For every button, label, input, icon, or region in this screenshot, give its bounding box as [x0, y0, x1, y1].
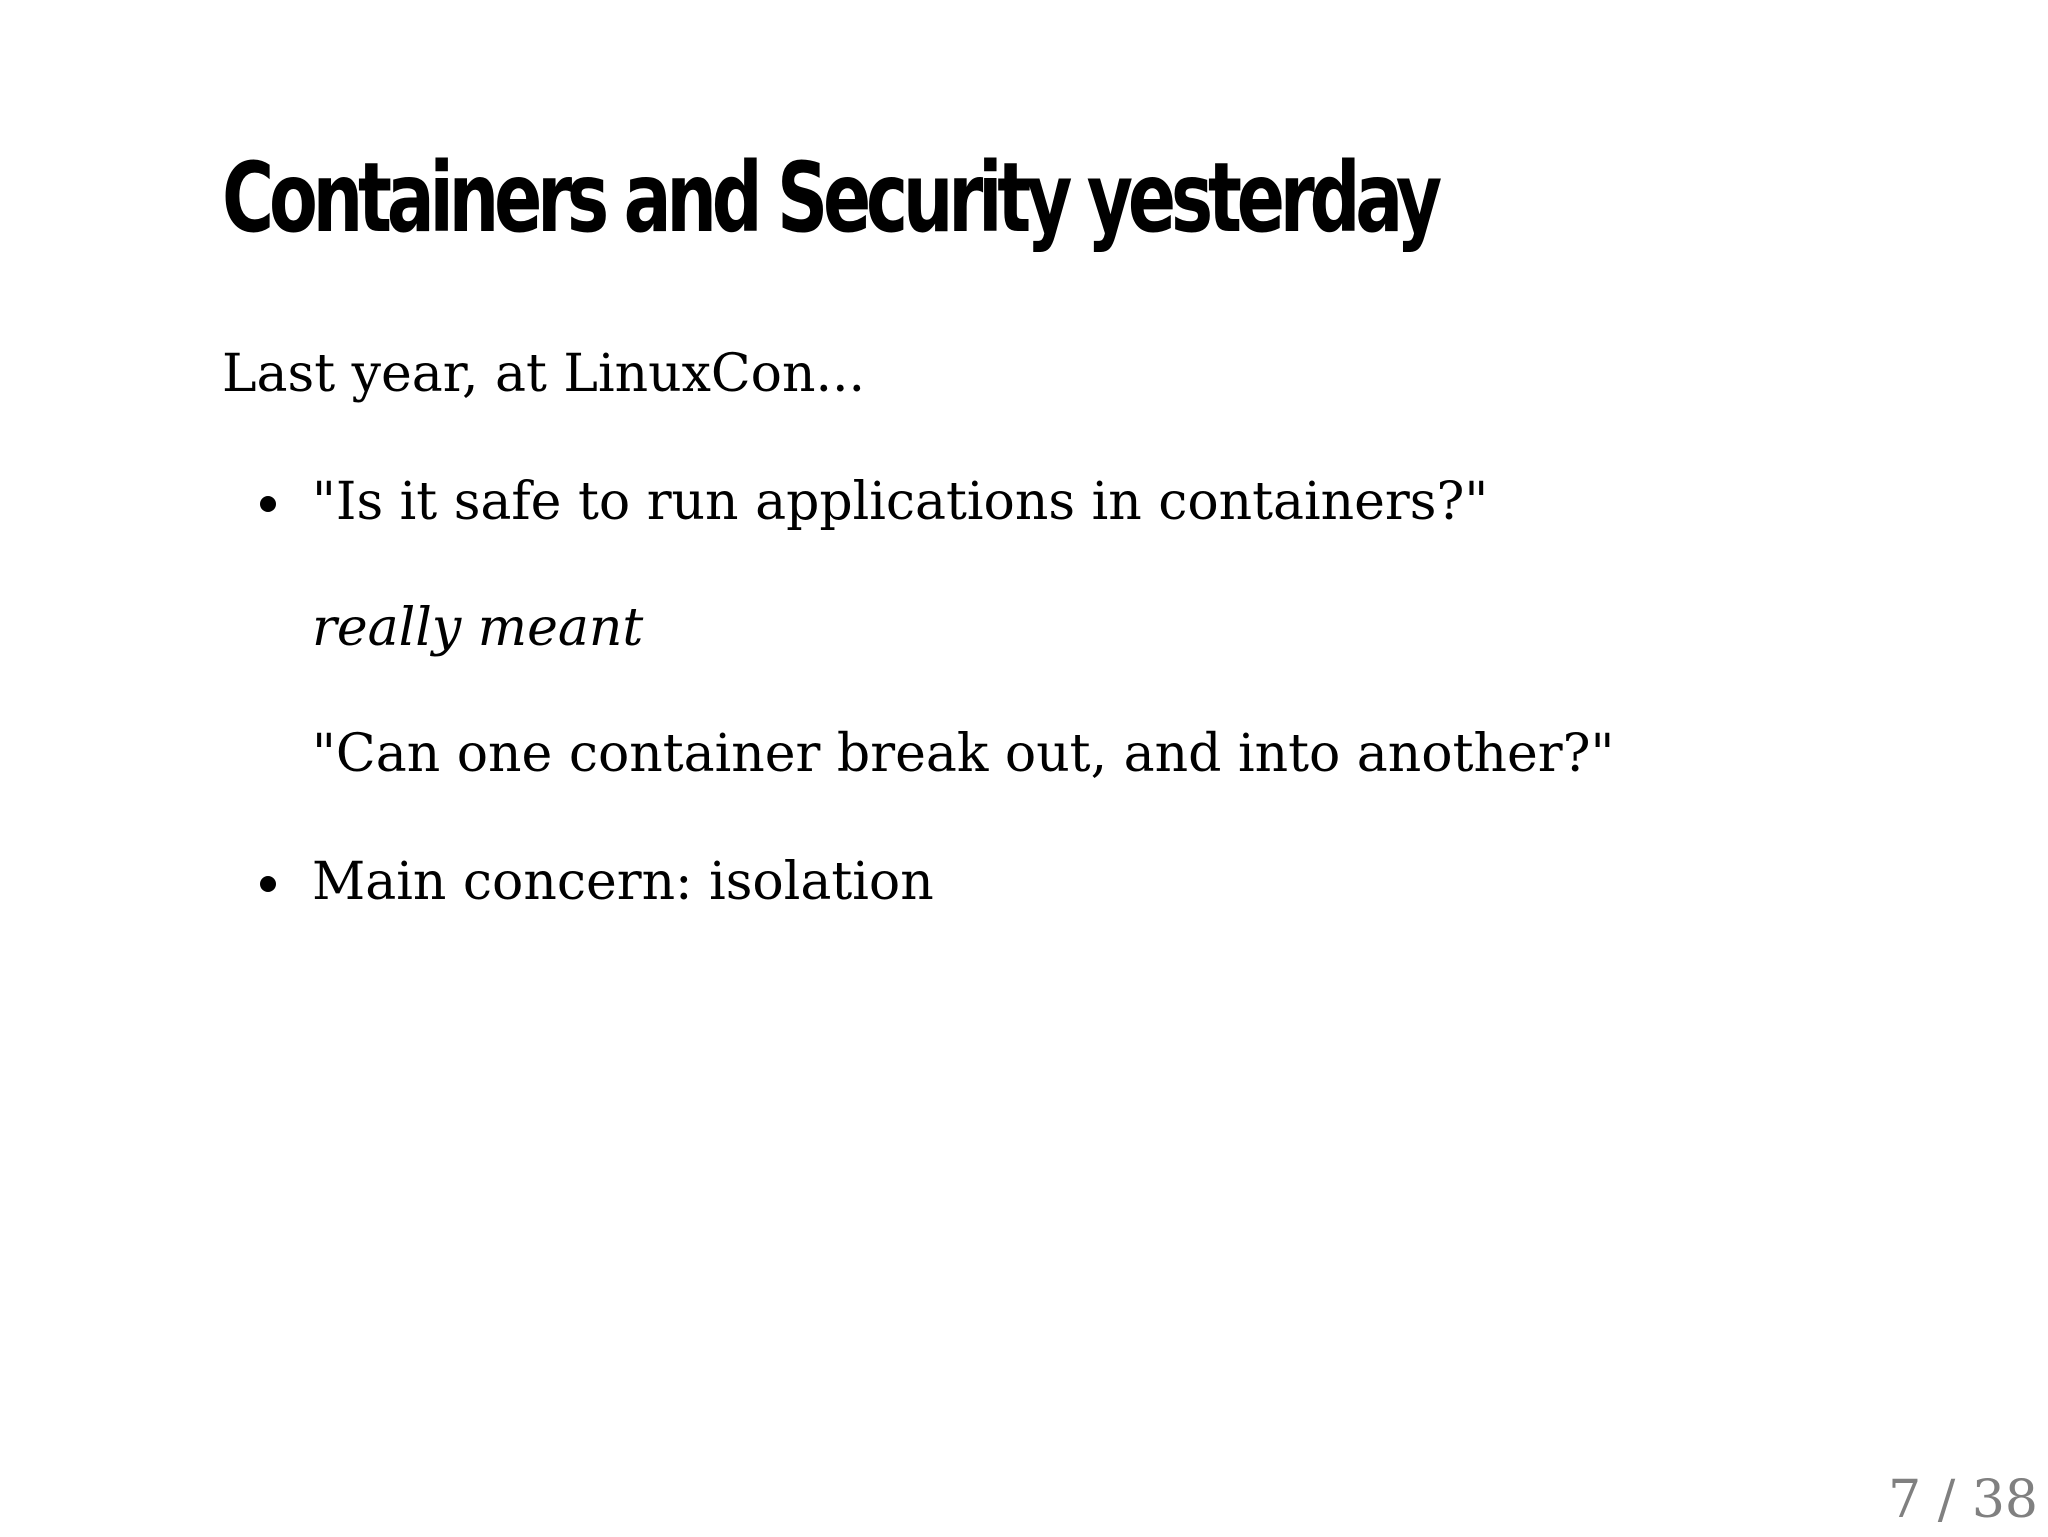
bullet-dot — [260, 496, 276, 512]
bullet-text: Main concern: isolation — [312, 852, 934, 912]
bullet-text: "Is it safe to run applications in containers?" — [312, 472, 1489, 532]
really-meant-text: really meant — [312, 598, 644, 658]
bullet-item-safety-question — [0, 470, 2048, 540]
page-number: 7 / 38 — [1888, 1470, 2038, 1530]
bullet-item-main-concern — [0, 850, 2048, 920]
breakout-question-text: "Can one container break out, and into another?" — [312, 724, 1615, 784]
intro-text: Last year, at LinuxCon... — [222, 344, 866, 404]
bullet-dot — [260, 876, 276, 892]
slide-title: Containers and Security yesterday — [222, 142, 1437, 254]
